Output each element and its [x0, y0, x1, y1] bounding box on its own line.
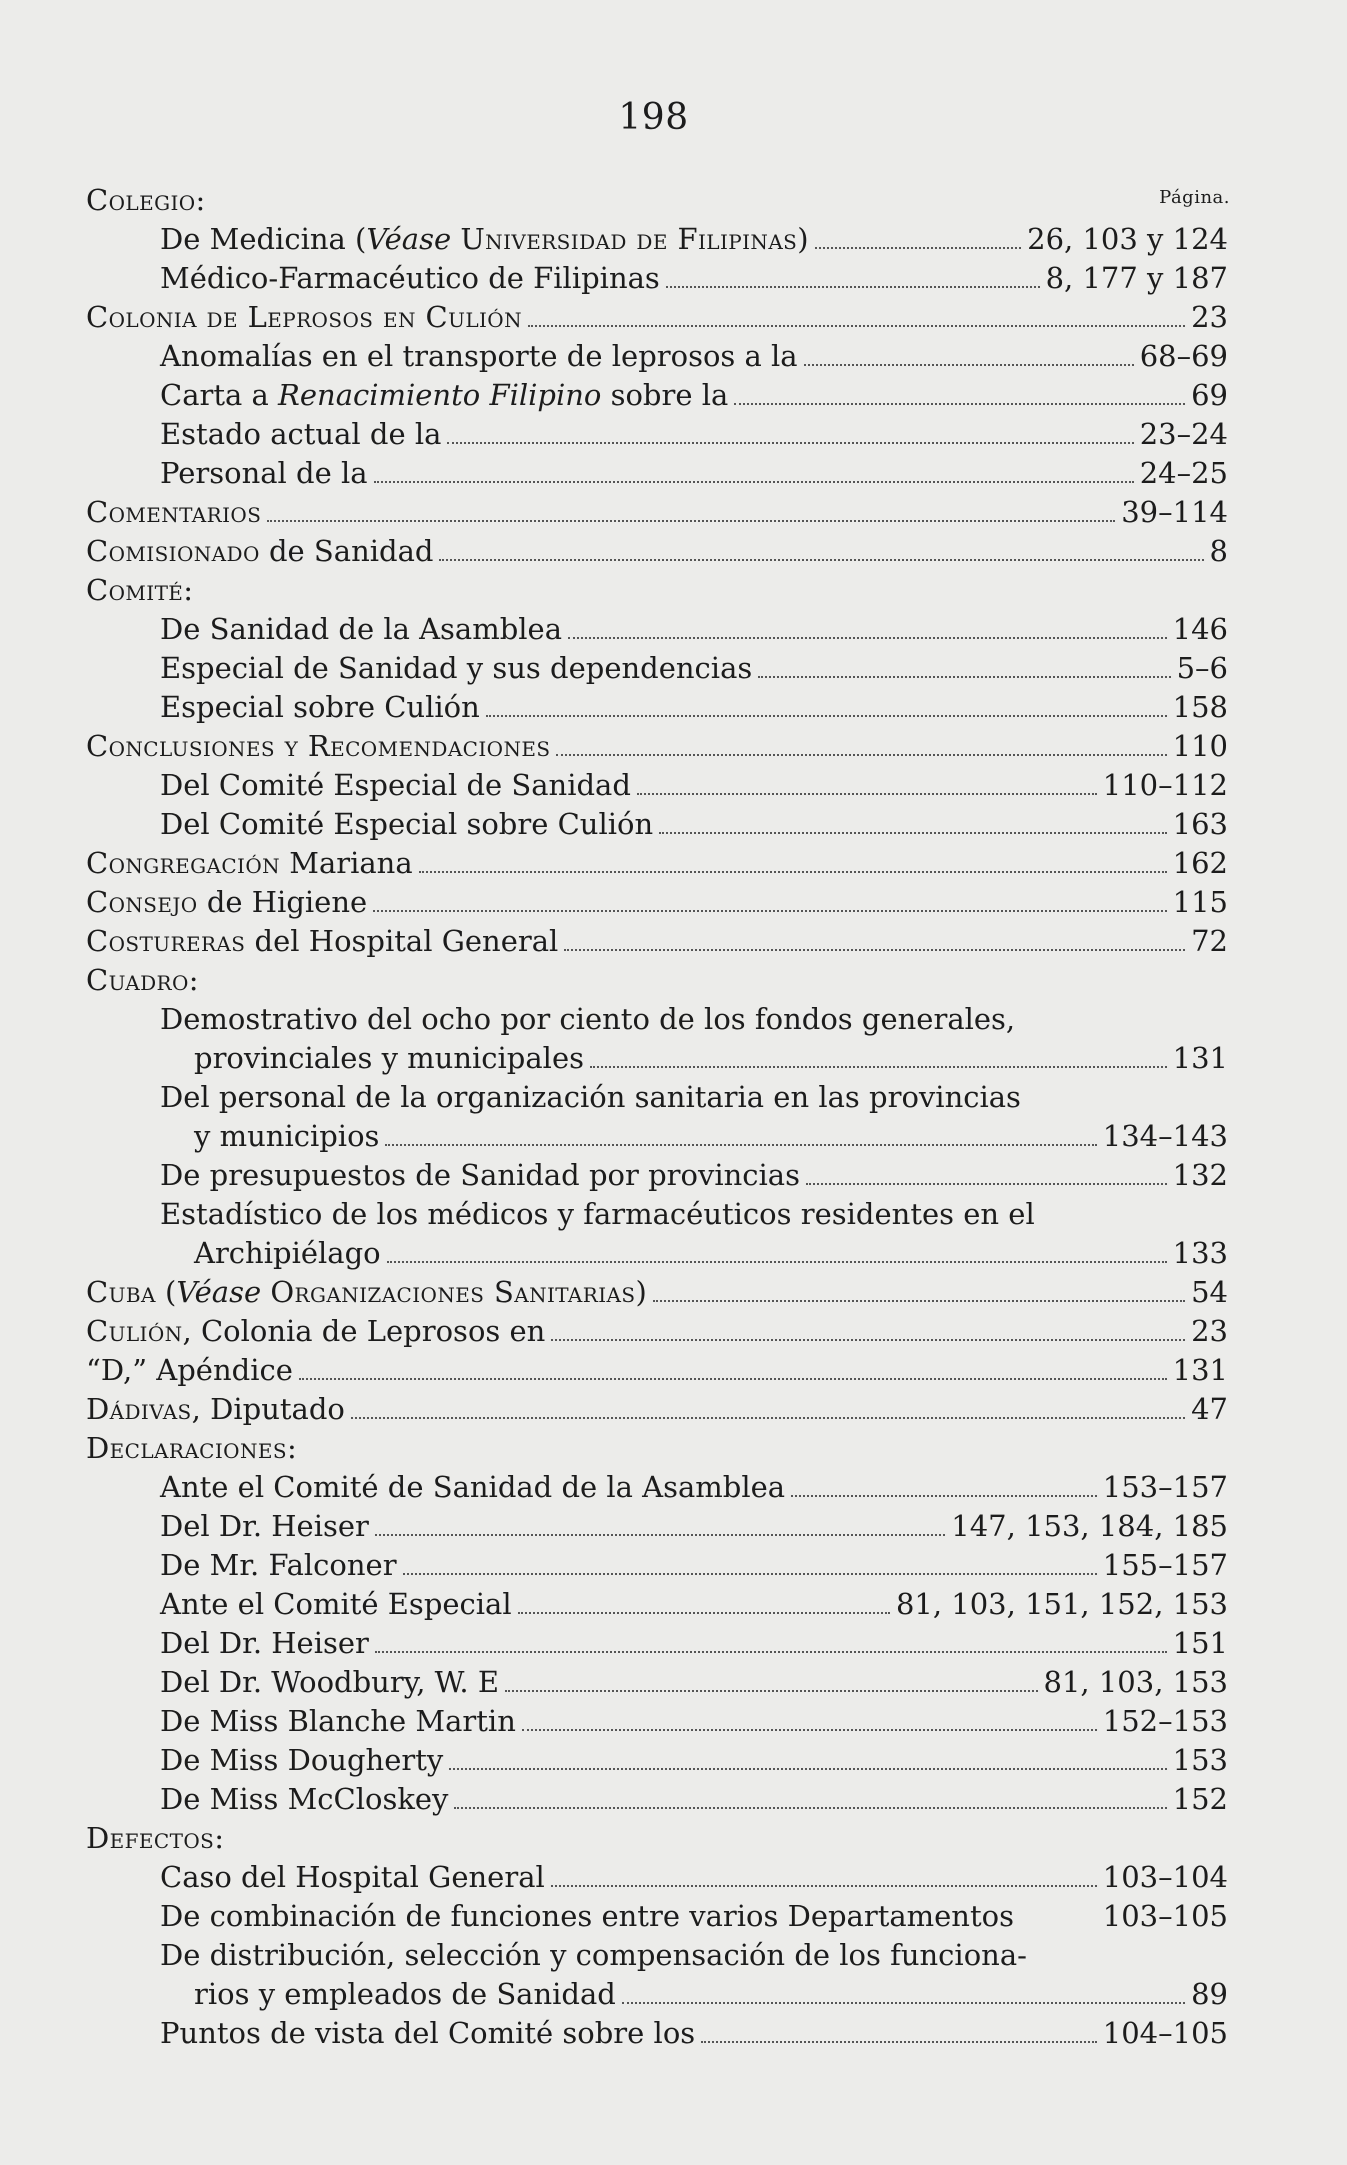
entry-label-part: Universidad de Filipinas	[460, 222, 798, 256]
entry-label: Estado actual de la	[160, 417, 442, 451]
entry-label	[86, 1273, 647, 1312]
entry-label: Personal de la	[160, 456, 368, 490]
entry-label-part: Mariana	[280, 846, 413, 880]
index-entry	[86, 1234, 1228, 1273]
entry-label-part: Véase	[176, 1275, 262, 1309]
entry-label-part: de Sanidad	[259, 534, 434, 568]
dot-leader	[267, 520, 1115, 522]
page-reference: 89	[1191, 1977, 1228, 2011]
index-entry	[86, 376, 1228, 415]
index-heading	[86, 1390, 1228, 1429]
entry-label: Estadístico de los médicos y farmacéuticos residentes en el	[160, 1197, 1035, 1231]
entry-label: Del Dr. Heiser	[160, 1626, 369, 1660]
page-reference: 81, 103, 151, 152, 153	[895, 1587, 1228, 1621]
entry-label: De combinación de funciones entre varios Departamentos	[160, 1899, 1014, 1933]
entry-label: De Miss Blanche Martin	[160, 1704, 516, 1738]
entry-label-part: De Medicina (	[160, 222, 367, 256]
entry-label-part: (	[155, 1275, 177, 1309]
index-entry	[86, 688, 1228, 727]
index-heading	[86, 532, 1228, 571]
page-reference: 155–157	[1102, 1548, 1228, 1582]
page-reference: 23	[1191, 1314, 1228, 1348]
index-entry	[86, 1000, 1228, 1039]
dot-leader	[806, 1183, 1167, 1185]
entry-label	[86, 844, 413, 883]
entry-label-part: )	[797, 222, 809, 256]
index-entry	[86, 610, 1228, 649]
index-entry	[86, 1078, 1228, 1117]
dot-leader	[556, 754, 1166, 756]
dot-leader	[449, 1768, 1166, 1770]
dot-leader	[505, 1690, 1038, 1692]
page-reference: 110	[1172, 729, 1228, 763]
entry-label: Cuadro:	[86, 963, 199, 997]
page-reference: 54	[1191, 1275, 1228, 1309]
page-reference: 153	[1172, 1743, 1228, 1777]
index-heading	[86, 727, 1228, 766]
dot-leader	[568, 637, 1167, 639]
index-heading	[86, 1429, 1228, 1468]
page-reference: 147, 153, 184, 185	[951, 1509, 1228, 1543]
index-entry	[86, 2014, 1228, 2053]
index-heading	[86, 961, 1228, 1000]
entry-label	[86, 883, 367, 922]
entry-label-part: Comisionado	[86, 534, 260, 568]
index-entry	[86, 454, 1228, 493]
index-heading	[86, 298, 1228, 337]
page-reference: 26, 103 y 124	[1027, 222, 1228, 256]
dot-leader	[522, 1729, 1097, 1731]
dot-leader	[622, 2002, 1185, 2004]
index-entry	[86, 649, 1228, 688]
page-reference: 8	[1209, 534, 1228, 568]
dot-leader	[791, 1495, 1097, 1497]
page-reference: 131	[1172, 1041, 1228, 1075]
index-entry	[86, 1858, 1228, 1897]
page-reference: 146	[1172, 612, 1228, 646]
dot-leader	[815, 247, 1022, 249]
index-entry	[86, 1507, 1228, 1546]
entry-label: Ante el Comité de Sanidad de la Asamblea	[160, 1470, 786, 1504]
page-reference: 68–69	[1139, 339, 1228, 373]
entry-label: rios y empleados de Sanidad	[194, 1977, 616, 2011]
entry-label: Caso del Hospital General	[160, 1860, 545, 1894]
page-reference: 132	[1172, 1158, 1228, 1192]
index-entry	[86, 1975, 1228, 2014]
entry-label: Comentarios	[86, 495, 262, 529]
entry-label-part: , Diputado	[191, 1392, 345, 1426]
entry-label: Conclusiones y Recomendaciones	[86, 729, 551, 763]
dot-leader	[551, 1885, 1097, 1887]
dot-leader	[518, 1612, 890, 1614]
page-reference: 24–25	[1139, 456, 1228, 490]
entry-label: “D,” Apéndice	[86, 1353, 293, 1387]
dot-leader	[528, 325, 1185, 327]
page-reference: 103–104	[1102, 1860, 1228, 1894]
entry-label: De Mr. Falconer	[160, 1548, 397, 1582]
page-reference: 23	[1191, 300, 1228, 334]
entry-label-part: Consejo	[86, 885, 198, 919]
page-reference: 131	[1172, 1353, 1228, 1387]
dot-leader	[387, 1261, 1167, 1263]
entry-label: Comité:	[86, 573, 194, 607]
page-reference: 151	[1172, 1626, 1228, 1660]
entry-label: Especial sobre Culión	[160, 690, 480, 724]
index-entry	[86, 1897, 1228, 1936]
index-entry	[86, 1546, 1228, 1585]
dot-leader	[590, 1066, 1167, 1068]
entry-label: Puntos de vista del Comité sobre los	[160, 2016, 696, 2050]
entry-label-part: Congregación	[86, 846, 281, 880]
page-reference: 163	[1172, 807, 1228, 841]
dot-leader	[701, 2041, 1097, 2043]
dot-leader	[403, 1573, 1097, 1575]
page-reference: 81, 103, 153	[1043, 1665, 1228, 1699]
dot-leader	[299, 1378, 1167, 1380]
dot-leader	[373, 910, 1166, 912]
page-reference: 152–153	[1102, 1704, 1228, 1738]
entry-label-part	[261, 1275, 270, 1309]
entry-label	[86, 922, 558, 961]
dot-leader	[385, 1144, 1096, 1146]
dot-leader	[439, 559, 1203, 561]
page-number: 198	[618, 97, 689, 138]
entry-label: Colegio:	[86, 183, 206, 217]
entry-label-part: sobre la	[601, 378, 729, 412]
entry-label: De Sanidad de la Asamblea	[160, 612, 563, 646]
page-reference: 152	[1172, 1782, 1228, 1816]
page-reference: 133	[1172, 1236, 1228, 1270]
entry-label-part: Renacimiento Filipino	[278, 378, 602, 412]
entry-label: Del Comité Especial sobre Culión	[160, 807, 654, 841]
entry-label-part: Carta a	[160, 378, 279, 412]
index-heading	[86, 1819, 1228, 1858]
entry-label-part: , Colonia de Leprosos en	[182, 1314, 546, 1348]
entry-label	[86, 1390, 345, 1429]
index-list	[86, 181, 1228, 2053]
index-entry	[86, 1156, 1228, 1195]
page-column-header: Página.	[1159, 187, 1230, 208]
dot-leader	[447, 442, 1133, 444]
index-heading	[86, 181, 1228, 220]
entry-label: provinciales y municipales	[194, 1041, 584, 1075]
page-reference: 104–105	[1102, 2016, 1228, 2050]
index-entry	[86, 1195, 1228, 1234]
index-entry	[86, 1702, 1228, 1741]
page-reference: 72	[1191, 924, 1228, 958]
entry-label-part: Véase	[366, 222, 452, 256]
entry-label	[86, 1312, 545, 1351]
page-reference: 8, 177 y 187	[1045, 261, 1228, 295]
entry-label	[86, 532, 433, 571]
page-reference: 162	[1172, 846, 1228, 880]
entry-label: y municipios	[194, 1119, 380, 1153]
page-reference: 23–24	[1139, 417, 1228, 451]
dot-leader	[551, 1339, 1185, 1341]
entry-label: De presupuestos de Sanidad por provincias	[160, 1158, 800, 1192]
entry-label-part: Costureras	[86, 924, 246, 958]
index-heading	[86, 922, 1228, 961]
dot-leader	[804, 364, 1134, 366]
index-heading	[86, 1273, 1228, 1312]
page-reference: 47	[1191, 1392, 1228, 1426]
entry-label: De distribución, selección y compensación de los funciona-	[160, 1938, 1027, 1972]
index-heading	[86, 493, 1228, 532]
entry-label	[160, 220, 809, 259]
dot-leader	[637, 793, 1097, 795]
page-reference: 115	[1172, 885, 1228, 919]
index-entry	[86, 1117, 1228, 1156]
entry-label: Del personal de la organización sanitaria en las provincias	[160, 1080, 1021, 1114]
index-entry	[86, 1585, 1228, 1624]
page-reference: 110–112	[1102, 768, 1228, 802]
entry-label-part	[451, 222, 460, 256]
dot-leader	[666, 286, 1040, 288]
entry-label	[160, 376, 728, 415]
index-heading	[86, 883, 1228, 922]
index-heading	[86, 1351, 1228, 1390]
index-entry	[86, 1039, 1228, 1078]
entry-label: Médico-Farmacéutico de Filipinas	[160, 261, 660, 295]
index-entry	[86, 415, 1228, 454]
entry-label-part: Cuba	[86, 1275, 156, 1309]
page-reference: 153–157	[1102, 1470, 1228, 1504]
entry-label: Especial de Sanidad y sus dependencias	[160, 651, 753, 685]
page-reference: 134–143	[1102, 1119, 1228, 1153]
index-entry	[86, 1741, 1228, 1780]
index-entry	[86, 1780, 1228, 1819]
entry-label: Declaraciones:	[86, 1431, 298, 1465]
dot-leader	[419, 871, 1167, 873]
dot-leader	[374, 481, 1134, 483]
dot-leader	[375, 1534, 945, 1536]
index-heading	[86, 1312, 1228, 1351]
dot-leader	[734, 403, 1185, 405]
page-reference: 69	[1191, 378, 1228, 412]
entry-label: Del Dr. Woodbury, W. E	[160, 1665, 500, 1699]
index-entry	[86, 1663, 1228, 1702]
entry-label-part: Dádivas	[86, 1392, 192, 1426]
index-entry	[86, 1468, 1228, 1507]
page-reference: 5–6	[1176, 651, 1228, 685]
page-reference: 39–114	[1121, 495, 1228, 529]
index-entry	[86, 766, 1228, 805]
index-entry	[86, 805, 1228, 844]
dot-leader	[486, 715, 1167, 717]
entry-label: Colonia de Leprosos en Culión	[86, 300, 523, 334]
index-entry	[86, 1936, 1228, 1975]
page-reference: 158	[1172, 690, 1228, 724]
index-heading	[86, 571, 1228, 610]
page-reference: 103–105	[1102, 1899, 1228, 1933]
dot-leader	[454, 1807, 1166, 1809]
entry-label: Del Dr. Heiser	[160, 1509, 369, 1543]
entry-label: De Miss McCloskey	[160, 1782, 449, 1816]
entry-label: Archipiélago	[194, 1236, 381, 1270]
index-entry	[86, 259, 1228, 298]
index-entry	[86, 220, 1228, 259]
index-entry	[86, 1624, 1228, 1663]
entry-label: De Miss Dougherty	[160, 1743, 444, 1777]
entry-label: Demostrativo del ocho por ciento de los fondos generales,	[160, 1002, 1016, 1036]
dot-leader	[351, 1417, 1185, 1419]
dot-leader	[659, 832, 1166, 834]
entry-label-part: )	[635, 1275, 647, 1309]
dot-leader	[758, 676, 1170, 678]
entry-label-part: del Hospital General	[245, 924, 559, 958]
entry-label: Defectos:	[86, 1821, 225, 1855]
entry-label: Anomalías en el transporte de leprosos a la	[160, 339, 798, 373]
dot-leader	[564, 949, 1185, 951]
entry-label: Del Comité Especial de Sanidad	[160, 768, 631, 802]
entry-label: Ante el Comité Especial	[160, 1587, 512, 1621]
index-heading	[86, 844, 1228, 883]
dot-leader	[653, 1300, 1185, 1302]
entry-label-part: Culión	[86, 1314, 183, 1348]
entry-label-part: Organizaciones Sanitarias	[270, 1275, 636, 1309]
entry-label-part: de Higiene	[197, 885, 368, 919]
index-entry	[86, 337, 1228, 376]
dot-leader	[375, 1651, 1167, 1653]
